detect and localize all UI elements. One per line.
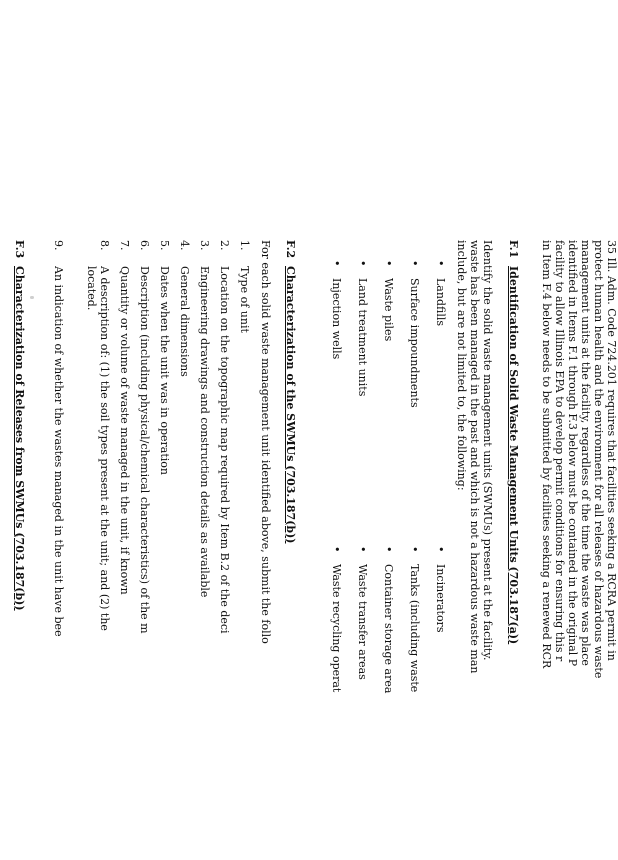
intro-line: facility to allow Illinois EPA to develop permit conditions for ensuring this r — [553, 240, 566, 662]
section-f3-heading — [13, 240, 26, 860]
swmu-characterization-list — [52, 240, 251, 860]
bullet-item: •Injection wells — [330, 260, 343, 360]
bullet-icon: • — [434, 546, 447, 553]
rotated-document-text — [0, 240, 618, 860]
numbered-item: 9. An indication of whether the wastes managed in the unit have bee — [52, 240, 65, 637]
intro-paragraph — [540, 240, 618, 860]
bullet-item: •Waste recycling operat — [330, 546, 343, 693]
numbered-item: 5. Dates when the unit was in operation — [158, 240, 171, 476]
swmu-type-list — [317, 240, 447, 860]
bullet-row — [421, 240, 447, 860]
bullet-item: •Container storage area — [382, 546, 395, 694]
section-f2-lead — [259, 240, 272, 860]
section-f2-heading — [284, 240, 297, 860]
section-f1-heading — [507, 240, 520, 860]
section-title: Characterization of the SWMUs (703.187(b)) — [284, 266, 297, 544]
f1-text-line: Identify the solid waste management units (SWMUs) present at the facility. — [481, 240, 494, 661]
bullet-icon: • — [408, 260, 421, 267]
bullet-item: •Incinerators — [434, 546, 447, 633]
bullet-item: •Surface impoundments — [408, 260, 421, 408]
f1-text-line: include, but are not limited to, the following: — [455, 240, 468, 491]
section-number: F.1 — [507, 240, 520, 259]
numbered-item: 7. Quantity or volume of waste managed in the unit, if known — [118, 240, 131, 595]
bullet-item: •Landfills — [434, 260, 447, 327]
bullet-icon: • — [434, 260, 447, 267]
bullet-row — [317, 240, 343, 860]
section-f3-text — [0, 266, 1, 860]
bullet-icon: • — [382, 260, 395, 267]
bullet-item: •Land treatment units — [356, 260, 369, 397]
f3-text-line — [0, 266, 1, 860]
section-number: F.3 — [13, 240, 26, 259]
numbered-item: 6. Description (including physical/chemical characteristics) of the m — [138, 240, 151, 634]
intro-line: protect human health and the environment for all releases of hazardous waste — [592, 240, 605, 679]
bullet-icon: • — [356, 546, 369, 553]
f1-text-line: waste has been managed in the past and which is not a hazardous waste man — [468, 240, 481, 674]
section-title: Characterization of Releases from SWMUs (703.187(b)) — [13, 266, 26, 611]
section-title: Identification of Solid Waste Management Units (703.187(a)) — [507, 266, 520, 645]
intro-line: management units at the facility, regardless of the time the waste was place — [579, 240, 592, 666]
bullet-item: •Waste piles — [382, 260, 395, 342]
intro-line: in Item F.4 below needs to be submitted by facilities seeking a renewed RCR — [540, 240, 553, 669]
bullet-icon: • — [356, 260, 369, 267]
numbered-item: 8. A description of: (1) the soil types present at the unit; and (2) the located. — [85, 240, 111, 631]
numbered-item: 2. Location on the topographic map required by Item B.2 of the deci — [218, 240, 231, 634]
bullet-row — [343, 240, 369, 860]
bullet-icon: • — [330, 546, 343, 553]
numbered-item: 4. General dimensions — [178, 240, 191, 377]
section-f1-text — [455, 240, 494, 860]
f2-lead-line: For each solid waste management unit identified above, submit the follo — [259, 240, 272, 644]
bullet-item: •Tanks (including waste — [408, 546, 421, 693]
numbered-item: 1. Type of unit — [238, 240, 251, 333]
numbered-item: 3. Engineering drawings and construction details as available — [198, 240, 211, 598]
intro-line: identified in Items F.1 through F.3 below must be contained in the original P — [566, 240, 579, 667]
bullet-item: •Waste transfer areas — [356, 546, 369, 680]
bullet-row — [395, 240, 421, 860]
section-number: F.2 — [284, 240, 297, 259]
bullet-row — [369, 240, 395, 860]
bullet-icon: • — [330, 260, 343, 267]
intro-line: 35 Ill. Adm. Code 724.201 requires that facilities seeking a RCRA permit in — [605, 240, 618, 661]
bullet-icon: • — [382, 546, 395, 553]
bullet-icon: • — [408, 546, 421, 553]
